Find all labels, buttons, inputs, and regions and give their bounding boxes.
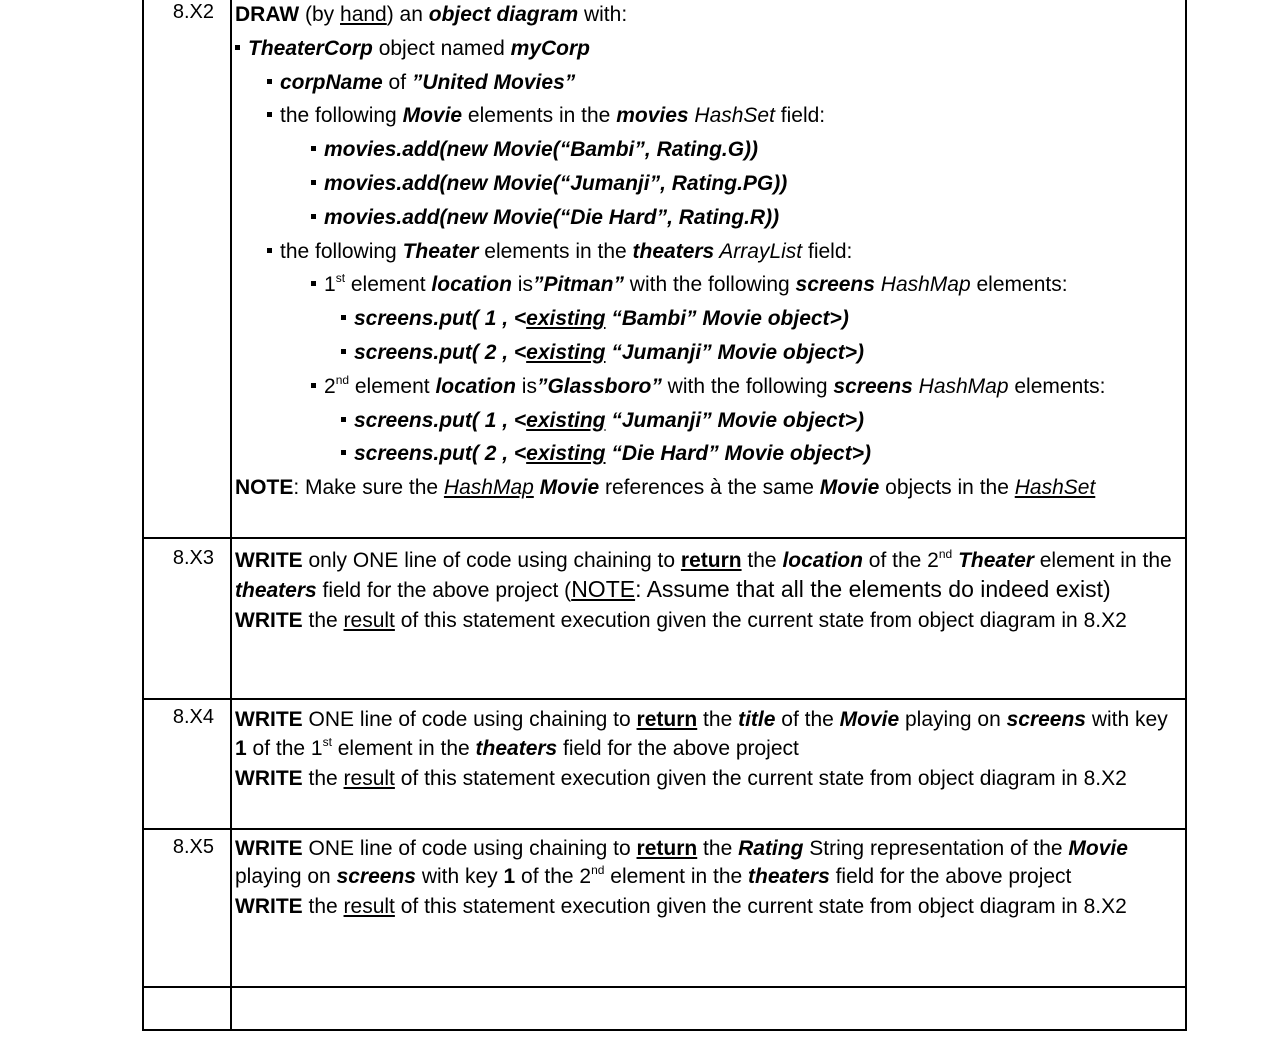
row-number: 8.X3 <box>144 539 232 698</box>
result-instruction: WRITE the result of this statement execution given the current state from object diagram in 8.X2 <box>235 895 1127 918</box>
bullet-icon <box>311 180 316 185</box>
list-item: movies.add(new Movie(“Bambi”, Rating.G)) <box>235 133 1185 167</box>
bullet-icon <box>311 281 316 286</box>
row-content <box>232 0 1185 537</box>
table-row <box>144 700 1185 830</box>
bullet-icon <box>267 248 272 253</box>
table-row <box>144 0 1185 539</box>
list-item: screens.put( 2 , <existing “Jumanji” Movie object>) <box>235 336 1185 370</box>
list-item: movies.add(new Movie(“Die Hard”, Rating.R)) <box>235 201 1185 235</box>
row-number: 8.X2 <box>144 0 232 537</box>
note-text: NOTE: Make sure the HashMap Movie references à the same Movie objects in the HashSet <box>235 476 1096 500</box>
row-content <box>232 988 1185 1029</box>
result-instruction: WRITE the result of this statement execution given the current state from object diagram in 8.X2 <box>235 609 1127 632</box>
row-number: 8.X4 <box>144 700 232 828</box>
bullet-icon <box>267 79 272 84</box>
bullet-icon <box>311 383 316 388</box>
bullet-icon <box>341 315 346 320</box>
list-item: TheaterCorp object named myCorp <box>235 32 1185 66</box>
result-instruction: WRITE the result of this statement execution given the current state from object diagram in 8.X2 <box>235 767 1127 790</box>
list-item: movies.add(new Movie(“Jumanji”, Rating.PG)) <box>235 167 1185 201</box>
list-item: corpName of ”United Movies” <box>235 66 1185 100</box>
table-row <box>144 830 1185 988</box>
bullet-icon <box>341 450 346 455</box>
list-item: 2nd element location is”Glassboro” with the following screens HashMap elements: <box>235 370 1185 404</box>
question-text: WRITE ONE line of code using chaining to return the title of the Movie playing on screens with key 1 of the 1st element in the theaters field for the above project <box>235 708 1168 760</box>
bullet-icon <box>267 112 272 117</box>
empty-table-row <box>144 988 1185 1031</box>
list-item: DRAW (by hand) an object diagram with: <box>235 3 628 26</box>
bullet-icon <box>341 349 346 354</box>
bullet-icon <box>311 214 316 219</box>
row-number <box>144 988 232 1029</box>
list-item: the following Theater elements in the theaters ArrayList field: <box>235 235 1185 269</box>
list-item: screens.put( 1 , <existing “Bambi” Movie object>) <box>235 302 1185 336</box>
bullet-icon <box>311 146 316 151</box>
row-content <box>232 830 1185 986</box>
row-content <box>232 700 1185 828</box>
question-text: WRITE ONE line of code using chaining to return the Rating String representation of the Movie playing on screens with key 1 of the 2nd element in the theaters field for the above project <box>235 837 1128 888</box>
list-item: screens.put( 1 , <existing “Jumanji” Movie object>) <box>235 404 1185 438</box>
table-row <box>144 539 1185 700</box>
bullet-icon <box>235 45 240 50</box>
list-item: the following Movie elements in the movies HashSet field: <box>235 99 1185 133</box>
list-item: screens.put( 2 , <existing “Die Hard” Movie object>) <box>235 437 1185 471</box>
list-item: 1st element location is”Pitman” with the following screens HashMap elements: <box>235 268 1185 302</box>
assignment-table <box>142 0 1187 1031</box>
row-number: 8.X5 <box>144 830 232 986</box>
question-text: WRITE only ONE line of code using chaining to return the location of the 2nd Theater element in the theaters field for the above project (NOTE: Assume that all the elements do indeed exist) <box>235 547 1172 602</box>
bullet-icon <box>341 417 346 422</box>
row-content <box>232 539 1185 698</box>
